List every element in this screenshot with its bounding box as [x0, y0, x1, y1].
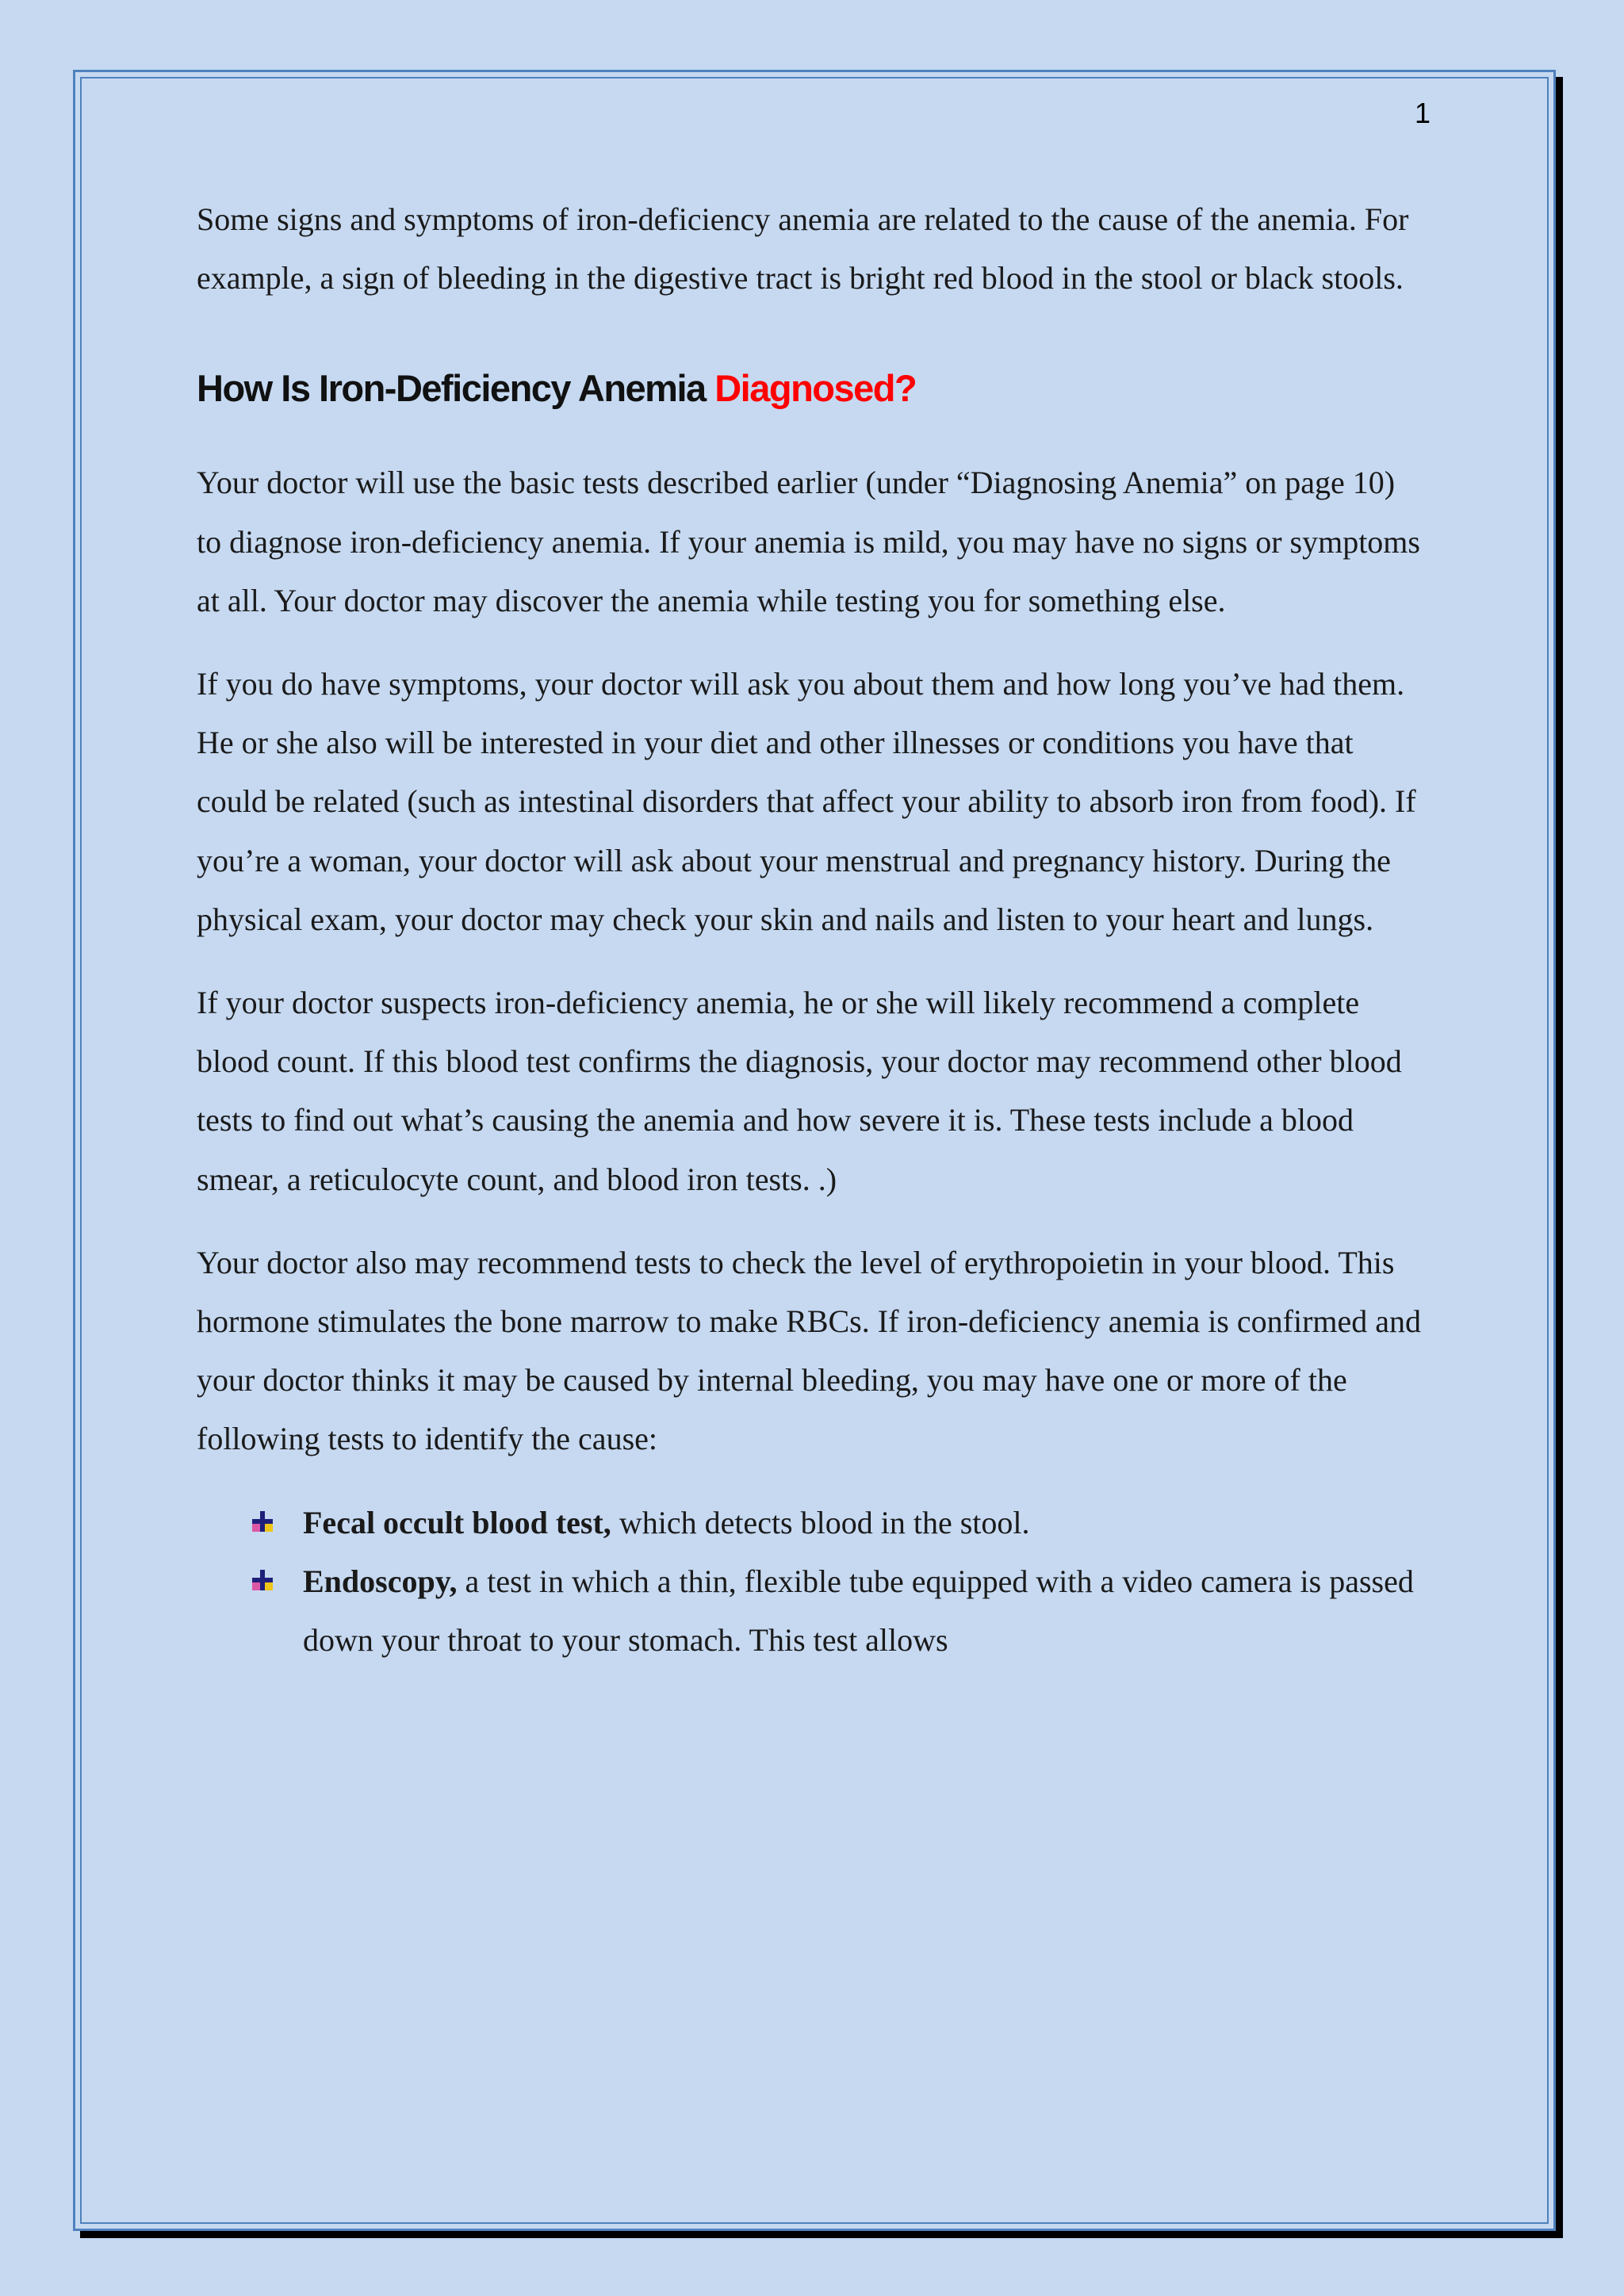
page-number: 1 [1415, 97, 1431, 129]
section-heading [197, 365, 1427, 412]
list-item [303, 1494, 1427, 1552]
cross-bullet-icon [251, 1568, 274, 1592]
list-item-term: Fecal occult blood test, [303, 1504, 611, 1540]
paragraph-blood-count: If your doctor suspects iron-deficiency anemia, he or she will likely recommend a complete blood count. If this blood test confirms the diagnosis, your doctor may recommend other blood tests to find out what’s causing the anemia and how severe it is. These tests include a blood smear, a reticulocyte count, and blood iron tests. .) [197, 985, 1402, 1197]
list-item [303, 1552, 1427, 1670]
list-item-text: a test in which a thin, flexible tube equipped with a video camera is passed down your throat to your stomach. This test allows [303, 1563, 1414, 1659]
intro-paragraph: Some signs and symptoms of iron-deficiency anemia are related to the cause of the anemia. For example, a sign of bleeding in the digestive tract is bright red blood in the stool or black stools. [197, 201, 1409, 297]
cross-bullet-icon [251, 1510, 274, 1533]
list-item-text: which detects blood in the stool. [611, 1504, 1030, 1540]
paragraph-basic-tests: Your doctor will use the basic tests described earlier (under “Diagnosing Anemia” on page 10) to diagnose iron-deficiency anemia. If your anemia is mild, you may have no signs or symptoms at all. Your doctor may discover the anemia while testing you for something else. [197, 465, 1420, 618]
list-item-term: Endoscopy, [303, 1563, 458, 1599]
document-body [197, 190, 1427, 1670]
paragraph-symptoms: If you do have symptoms, your doctor will ask you about them and how long you’ve had them. He or she also will be interested in your diet and other illnesses or conditions you have that could be related (such as intestinal disorders that affect your ability to absorb iron from food). If you’re a woman, your doctor will ask about your menstrual and pregnancy history. During the physical exam, your doctor may check your skin and nails and listen to your heart and lungs. [197, 666, 1416, 937]
heading-main: How Is Iron-Deficiency Anemia [197, 367, 715, 410]
paragraph-erythropoietin: Your doctor also may recommend tests to check the level of erythropoietin in your blood. This hormone stimulates the bone marrow to make RBCs. If iron-deficiency anemia is confirmed and your doctor thinks it may be caused by internal bleeding, you may have one or more of the following tests to identify the cause: [197, 1244, 1422, 1457]
test-list [197, 1494, 1427, 1670]
heading-accent: Diagnosed? [714, 367, 917, 410]
